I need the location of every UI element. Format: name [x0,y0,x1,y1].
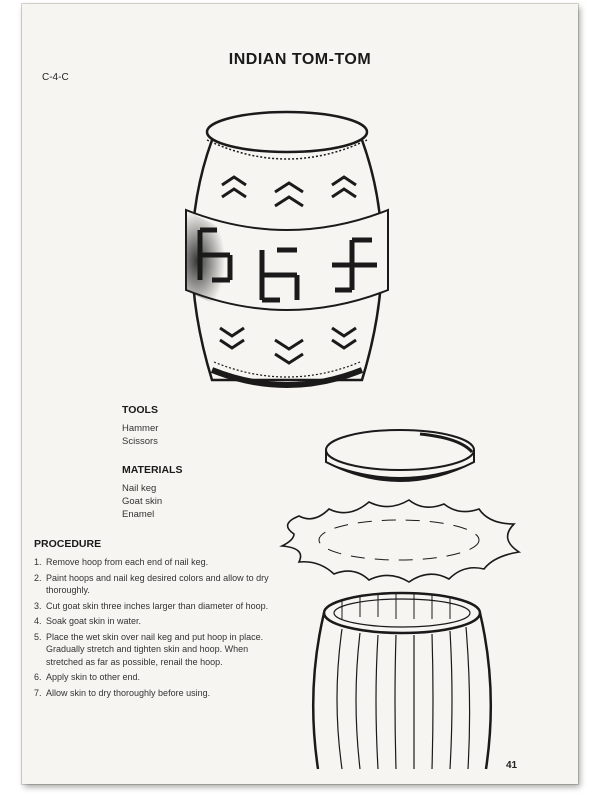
procedure-step: 6. Apply skin to other end. [34,672,141,682]
procedure-step: 2. Paint hoops and nail keg desired colors and allow to dry thoroughly. [34,572,269,595]
page-title: INDIAN TOM-TOM [228,51,372,68]
tools-section [122,404,158,448]
procedure-heading: PROCEDURE [34,538,102,550]
nail-keg-illustration [302,589,502,769]
materials-heading: MATERIALS [122,464,183,476]
goat-skin-illustration [274,494,524,589]
procedure-step: 1. Remove hoop from each end of nail keg. [34,557,209,567]
procedure-steps [34,556,284,699]
procedure-step: 7. Allow skin to dry thoroughly before using. [34,687,211,698]
procedure-section [34,538,284,702]
materials-section [122,464,182,521]
procedure-step: 3. Cut goat skin three inches larger than diameter of hoop. [34,600,269,611]
tool-item: Hammer [122,423,159,434]
material-item: Nail keg [122,483,157,494]
hoop-illustration [320,422,480,492]
material-item: Enamel [122,509,155,520]
tom-tom-drum-illustration [172,100,402,410]
tools-heading: TOOLS [122,404,158,416]
book-page [22,4,578,784]
procedure-step: 4. Soak goat skin in water. [34,616,142,626]
project-code: C-4-C [42,72,69,83]
page-number: 41 [506,760,518,771]
material-item: Goat skin [122,496,163,507]
procedure-step: 5. Place the wet skin over nail keg and put hoop in place. Gradually stretch and tighten skin and hoop. When stretched as far as possible, renail the hoop. [34,631,264,667]
tool-item: Scissors [122,436,158,447]
